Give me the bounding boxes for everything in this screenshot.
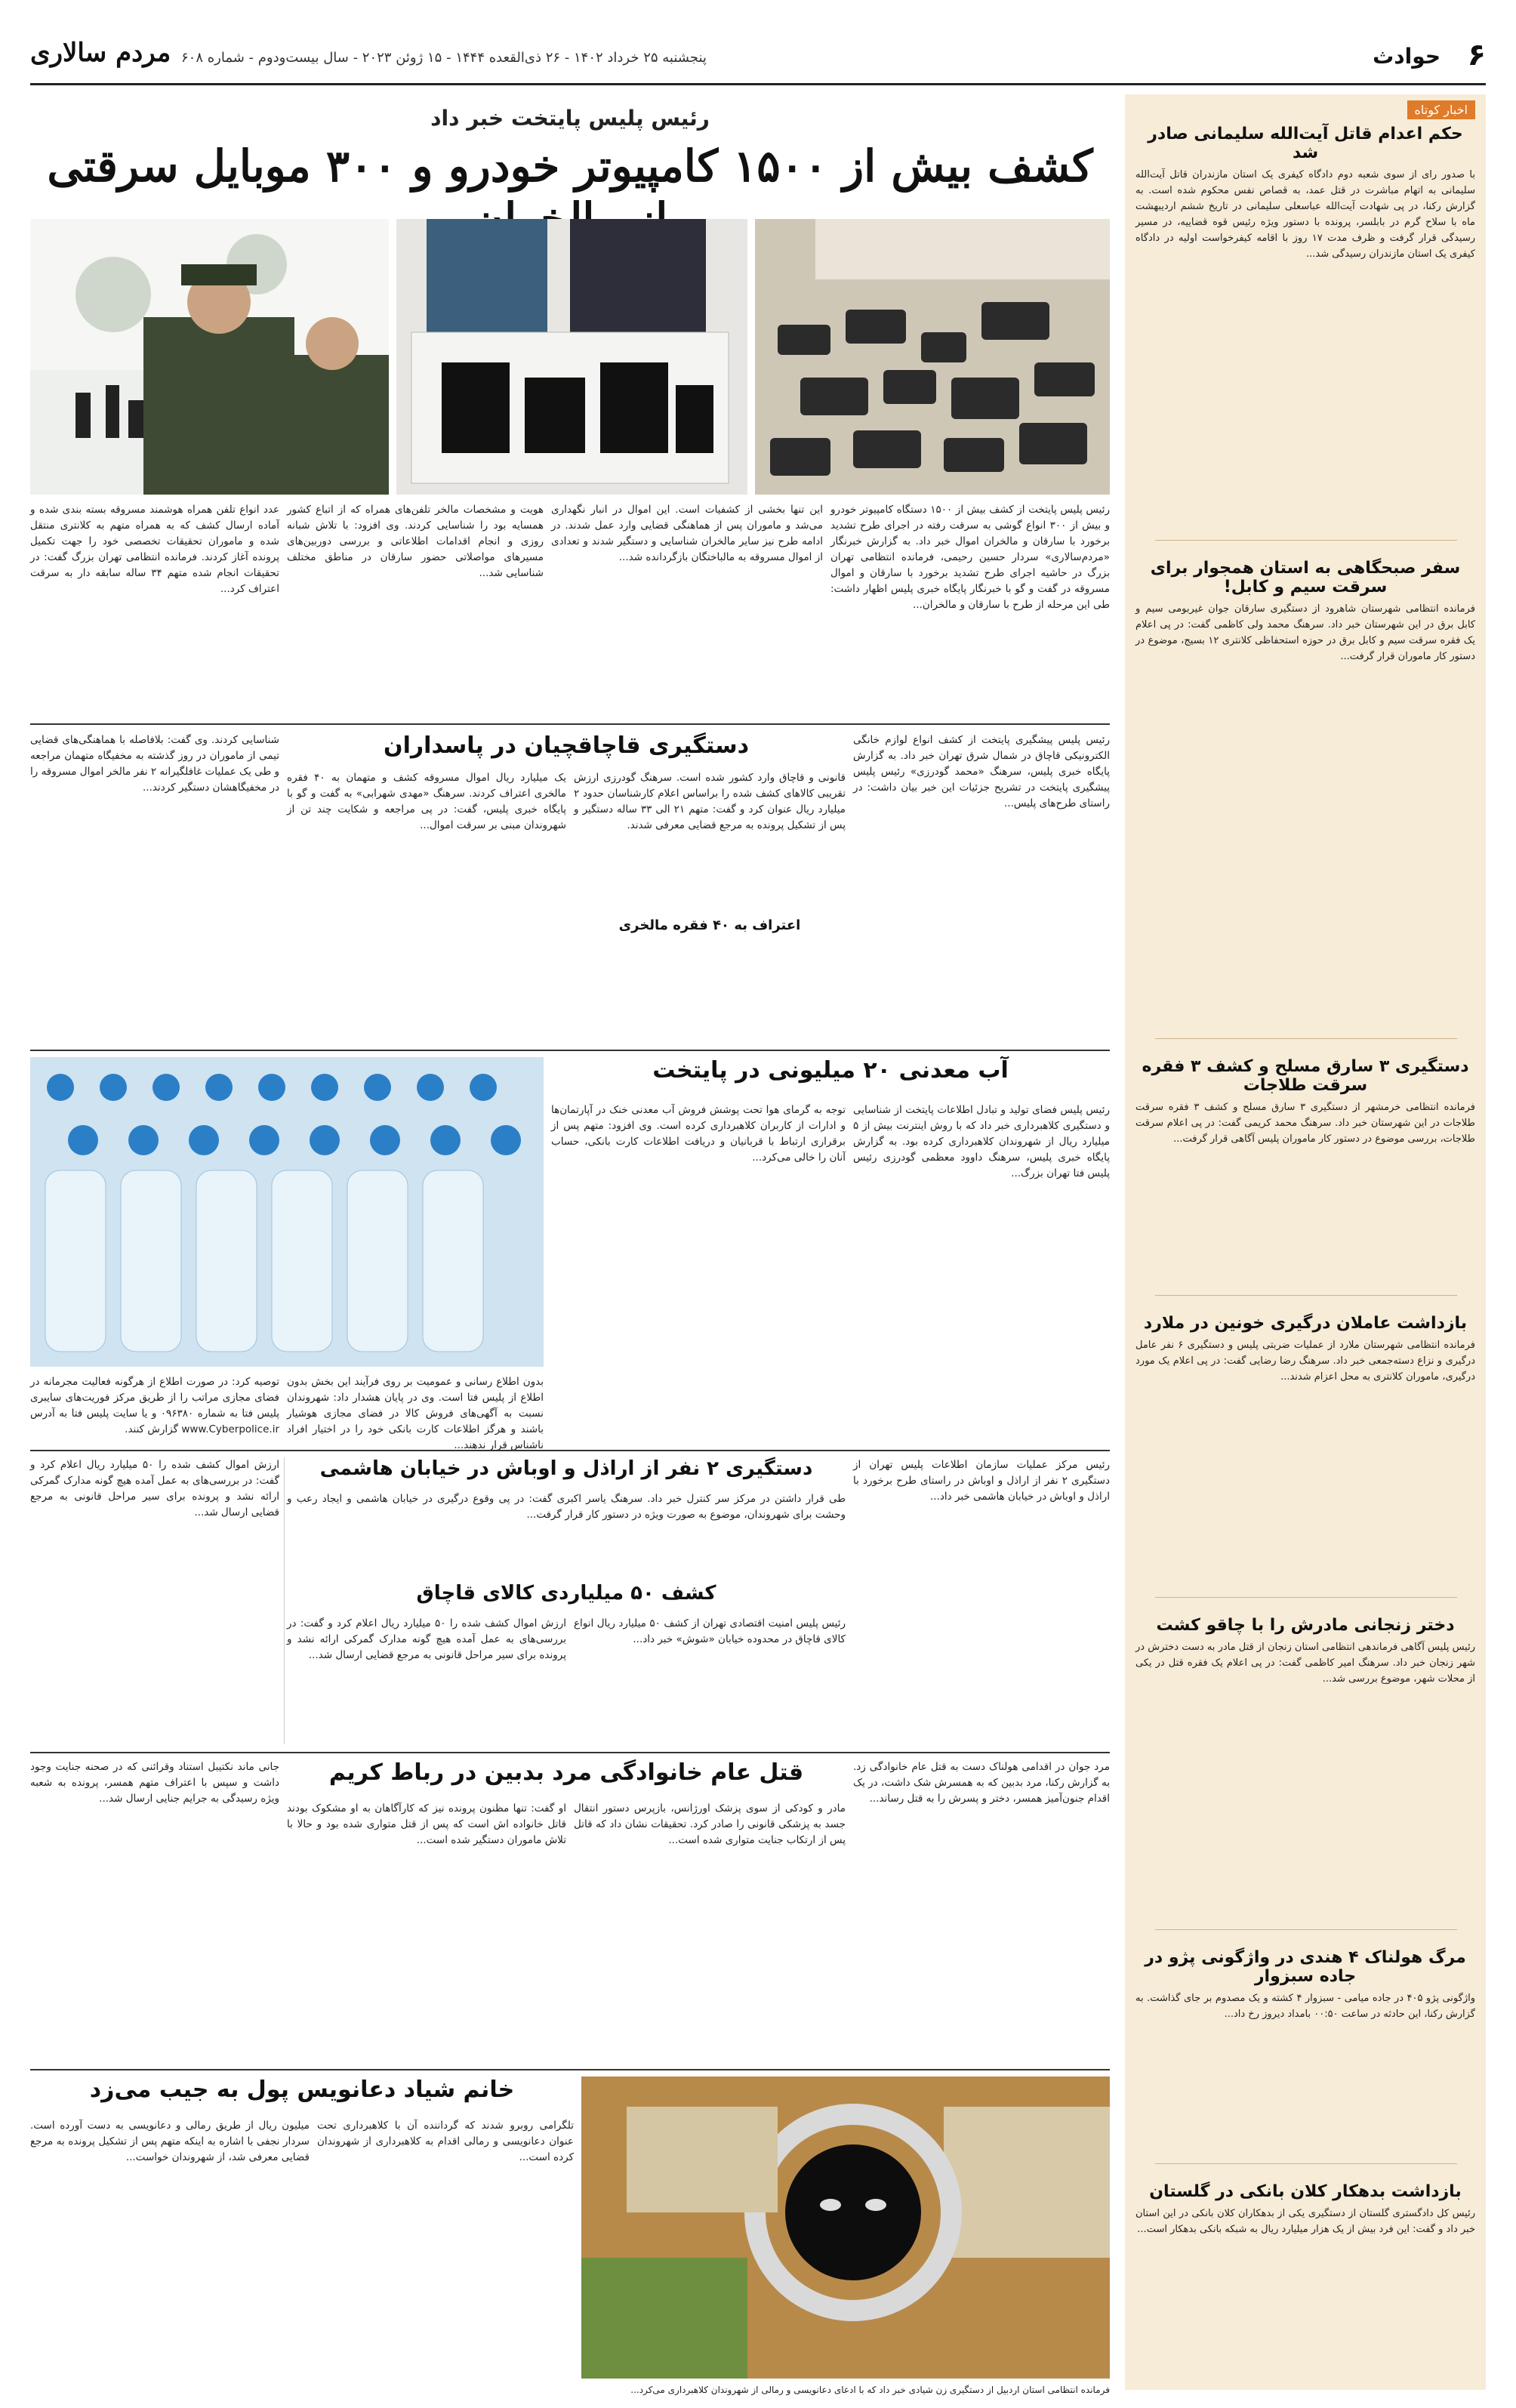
murder-headline: قتل عام خانوادگی مرد بدبین در رباط کریم [328,1759,804,1786]
water-body-col-1: رئیس پلیس فضای تولید و تبادل اطلاعات پایتخت از شناسایی و دستگیری کلاهبرداری خبر داد که با روش اینترنت بیش از ۵ میلیارد ریال از شهروندان کلاهبرداری کرده بود. به گزارش پایگاه خبری پلیس، سرهنگ داوود معظمی گودرزی رئیس پلیس فتا تهران بزرگ... [853,1104,1110,1179]
divider [1155,540,1457,541]
lead-body-col-4: عدد انواع تلفن همراه هوشمند مسروقه بسته بندی شده و آماده ارسال کشف که به همراه متهم به کلانتری منتقل شده و ماموران تحقیقات تخصصی خود را جهت تکمیل پرونده آغاز کردند. فرمانده انتظامی تهران بزرگ گفت: در تحقیقات انجام شده متهم ۳۴ ساله سابقه دار به سرقت اعتراف کرد... [30,504,279,595]
traffic-note: ارزش اموال کشف شده را ۵۰ میلیارد ریال اعلام کرد و گفت: در بررسی‌های به عمل آمده هیچ گونه مدارک گمرکی ارائه نشد و پرونده برای سیر مراحل قانونی به مرجع قضایی ارسال شد... [30,1457,285,1744]
hashemi-body-col-1: رئیس مرکز عملیات سازمان اطلاعات پلیس تهران از دستگیری ۲ نفر از اراذل و اوباش در راستای طرح برخورد با اراذل و اوباش در خیابان هاشمی خبر داد... [853,1459,1110,1503]
brief-body: فرمانده انتظامی خرمشهر از دستگیری ۳ سارق مسلح و کشف ۳ فقره سرقت طلاجات در این شهرستان خبر داد. سرهنگ محمد کریمی گفت: در پی اعلام سرقت طلاجات، بررسی موضوع در دستور کار ماموران پلیس آگاهی قرار گرفت... [1135,1102,1476,1145]
divider [30,1450,1110,1451]
sidebar-tag: اخبار کوتاه [1407,100,1475,119]
smugglers-headline: دستگیری قاچاقچیان در پاسداران [384,732,749,759]
water-body-col-2: توجه به گرمای هوا تحت پوشش فروش آب معدنی خنک در آپارتمان‌ها و ادارات از کاربران کلاهبرداری کرده است. وی افزود: متهم پس از برقراری ارتباط با قربانیان و دریافت اطلاعات کارت بانکی، حساب آنان را خالی می‌کرد... [551,1104,846,1164]
news-brief-sidebar [1125,94,1486,2390]
brief-body: فرمانده انتظامی شهرستان ملارد از عملیات ضربتی پلیس و دستگیری ۶ نفر عامل درگیری و نزاع دسته‌جمعی خبر داد. سرهنگ رضا رضایی گفت: در پی اعلام یک مورد درگیری، ماموران کلانتری به محل اعزام شدند... [1135,1340,1475,1383]
brief-title: دختر زنجانی مادرش را با چاقو کشت [1156,1616,1455,1635]
masthead [30,30,1486,85]
brief-body: رئیس کل دادگستری گلستان از دستگیری یکی از بدهکاران کلان بانکی در این استان خبر داد و گفت: این فرد بیش از یک هزار میلیارد ریال به شبکه بانکی بدهکار است... [1135,2208,1475,2235]
murder-body-col-2: مادر و کودکی از سوی پزشک اورژانس، بازپرس دستور انتقال جسد به پزشکی قانونی را صادر کرد. تحقیقات نشان داد که قاتل پس از ارتکاب جنایت متواری شده است... [574,1802,846,1846]
brief-title: دستگیری ۳ سارق مسلح و کشف ۳ فقره سرقت طلاجات [1142,1057,1469,1095]
brief-body: واژگونی پژو ۴۰۵ در جاده میامی - سبزوار ۴ کشته و یک مصدوم بر جای گذاشت. به گزارش رکنا، این حادثه در ساعت ۰۰:۵۰ بامداد دیروز رخ داد... [1135,1993,1475,2020]
sorcery-items-photo [581,2077,1110,2379]
divider [30,2069,1110,2070]
lead-body-col-1: رئیس پلیس پایتخت از کشف بیش از ۱۵۰۰ دستگاه کامپیوتر خودرو و بیش از ۳۰۰ انواع گوشی به سرقت رفته در اجرای طرح تشدید برخورد با سارقان و مالخران اموال خبر داد. به گزارش خبرنگار «مردم‌سالاری» سردار حسین رحیمی، فرمانده انتظامی تهران بزرگ در حاشیه اجرای طرح تشدید برخورد با سارقان و اموال مسروقه در گفت و گو با خبرنگار پایگاه خبری پلیس اظهار داشت: طی این مرحله از طرح با سارقان و مالخران... [830,504,1110,611]
smugglers-body-col-1: رئیس پلیس پیشگیری پایتخت از کشف انواع لوازم خانگی الکترونیکی قاچاق در شمال شرق تهران خبر داد. به گزارش پایگاه خبری پلیس، سرهنگ «محمد گودرزی» رئیس پلیس پیشگیری پایتخت در تشریح جزئیات این خبر بیان داشت: در راستای طرح‌های پلیس... [853,734,1110,809]
section-title: حوادث [1373,44,1441,69]
hashemi-headline: دستگیری ۲ نفر از اراذل و اوباش در خیابان هاشمی [319,1457,813,1480]
fuel-headline: کشف ۵۰ میلیاردی کالای قاچاق [416,1582,716,1605]
water-headline: آب معدنی ۲۰ میلیونی در پایتخت [652,1057,1009,1084]
sorcerer-body-col-2: تلگرامی روبرو شدند که گرداننده آن با کلاهبرداری تحت عنوان دعانویسی و رمالی اقدام به کلاهبرداری از شهروندان کرده است... [317,2120,574,2163]
divider [30,1752,1110,1753]
brief-body: با صدور رای از سوی شعبه دوم دادگاه کیفری یک استان مازندران قاتل آیت‌الله سلیمانی به اتهام مباشرت در قتل عمد، به قصاص نفس محکوم شده است. به گزارش رکنا، در پی شهادت آیت‌الله عباسعلی سلیمانی در تاریخ ششم اردیبهشت ماه با سلاح گرم در بابلسر، پرونده با دستور ویژه رئیس قوه قضاییه، در مسیر رسیدگی قرار گرفت و ظرف مدت ۱۷ روز با اقامه کیفرخواست اولیه در دادگاه کیفری یک استان مازندران رسیدگی شد... [1135,169,1476,260]
brief-item [1135,559,1475,664]
lead-kicker: رئیس پلیس پایتخت خبر داد [430,106,710,131]
murder-body-col-4: جانی ماند نکتیبل استناد وقرائنی که در صحنه جنایت وجود داشت و سپس با اعتراف متهم همسر، پرونده به شعبه ویژه رسیدگی به جرایم جنایی ارسال شد... [30,1761,279,1805]
sorcerer-body-col-1: فرمانده انتظامی استان اردبیل از دستگیری زن شیادی خبر داد که با ادعای دعانویسی و رمالی از شهروندان کلاهبرداری می‌کرد... [630,2385,1110,2395]
brief-item [1135,125,1475,262]
seized-phones-photo [396,219,747,495]
brief-item [1135,2182,1475,2237]
divider [1155,1038,1457,1039]
brief-title: حکم اعدام قاتل آیت‌الله سلیمانی صادر شد [1148,125,1463,162]
murder-body-col-1: مرد جوان در اقدامی هولناک دست به قتل عام خانوادگی زد. به گزارش رکنا، مرد بدبین که به همسرش شک داشت، در یک اقدام جنون‌آمیز همسر، دختر و پسرش را به قتل رساند... [853,1761,1110,1805]
brief-item [1135,1314,1475,1385]
brief-item [1135,1057,1475,1147]
brief-body: رئیس پلیس آگاهی فرماندهی انتظامی استان زنجان از قتل مادر به دست دخترش در شهر زنجان خبر داد. سرهنگ امیر کاظمی گفت: در پی اعلام یک فقره قتل در یکی از محلات شهر، موضوع بررسی شد... [1135,1642,1475,1685]
divider [1155,1929,1457,1930]
lead-body-col-2: این تنها بخشی از کشفیات است. این اموال در انبار نگهداری می‌شد و ماموران پس از هماهنگی قضایی وارد عمل شدند. در ادامه طرح نیز سایر مالخران شناسایی و دستگیر شدند و تعدادی از اموال مسروقه به مالباختگان بازگردانده شد... [551,504,823,563]
fuel-body-col-2: ارزش اموال کشف شده را ۵۰ میلیارد ریال اعلام کرد و گفت: در بررسی‌های به عمل آمده هیچ گونه مدارک گمرکی ارائه نشد و پرونده برای سیر مراحل قانونی به مرجع قضایی ارسال شد... [287,1617,566,1661]
water-caption: توصیه کرد: در صورت اطلاع از هرگونه فعالیت مجرمانه در فضای مجازی مراتب را از طریق مرکز فوریت‌های سایبری پلیس فتا به شماره ۰۹۶۳۸۰ و یا سایت پلیس فتا به آدرس www.Cyberpolice.ir گزارش کنند. [30,1376,279,1435]
police-press-conference-photo [30,219,389,495]
brief-title: بازداشت بدهکار کلان بانکی در گلستان [1149,2182,1462,2201]
water-body-col-3: بدون اطلاع رسانی و عمومیت بر روی فرآیند این بخش بدون اطلاع از پلیس فتا است. وی در پایان هشدار داد: شهروندان نسبت به آگهی‌های فروش کالا در فضای مجازی هوشیار باشند و هرگز اطلاعات کارت بانکی خود را در اختیار افراد ناشناس قرار ندهند... [287,1376,544,1451]
divider [1155,1597,1457,1598]
smugglers-body-col-3: یک میلیارد ریال اموال مسروقه کشف و متهمان به ۴۰ فقره مالخری اعتراف کردند. سرهنگ «مهدی شهرابی» به گفت و گو با پایگاه خبری پلیس، گفت: در پی مراجعه و شکایت چند تن از شهروندان مبنی بر سرقت اموال... [287,772,566,831]
lead-body-col-3: هویت و مشخصات مالخر تلفن‌های همراه که از اتباع کشور همسایه بود را شناسایی کردند. وی افزود: با تلاش شبانه روزی و انجام اقدامات اطلاعاتی و بررسی دوربین‌های مسیرهای مواصلاتی حضور سارقان در مناطق مختلف شناسایی شد... [287,504,544,579]
brief-item [1135,1948,1475,2022]
seized-car-computers-photo [755,219,1110,495]
brief-title: سفر صبحگاهی به استان همجوار برای سرقت سیم و کابل! [1150,559,1461,597]
murder-body-col-3: او گفت: تنها مظنون پرونده نیز که کارآگاهان به او مشکوک بودند قاتل خانواده اش است که پس از قتل متواری شده بود و حالا با تلاش ماموران دستگیر شده است... [287,1802,566,1846]
brief-title: مرگ هولناک ۴ هندی در واژگونی پژو در جاده سبزوار [1145,1948,1466,1986]
brief-body: فرمانده انتظامی شهرستان شاهرود از دستگیری سارقان جوان غیربومی سیم و کابل برق در این شهرستان خبر داد. سرهنگ محمد ولی کاظمی گفت: در پی اعلام یک فقره سرقت سیم و کابل برق در حوزه استحفاظی کلانتری ۱۲ بسیج، موضوع در دستور کار ماموران قرار گرفت... [1135,603,1475,662]
divider [30,1050,1110,1051]
dateline: پنجشنبه ۲۵ خرداد ۱۴۰۲ - ۲۶ ذی‌القعده ۱۴۴۴ - ۱۵ ژوئن ۲۰۲۳ - سال بیست‌ودوم - شماره ۶۰۸ [181,50,707,66]
smugglers-body-col-2: قانونی و قاچاق وارد کشور شده است. سرهنگ گودرزی ارزش تقریبی کالاهای کشف شده را براساس اعلام کارشناسان حدود ۲ میلیارد ریال عنوان کرد و گفت: متهم ۲۱ الی ۳۳ ساله دستگیر و پس از تشکیل پرونده به مرجع قضایی معرفی شدند. [574,772,846,831]
brief-title: بازداشت عاملان درگیری خونین در ملارد [1143,1314,1468,1333]
lead-headline: کشف بیش از ۱۵۰۰ کامپیوتر خودرو و ۳۰۰ موبایل سرقتی [47,140,1093,192]
fuel-body-col-1: رئیس پلیس امنیت اقتصادی تهران از کشف ۵۰ میلیارد ریال انواع کالای قاچاق در محدوده خیابان «شوش» خبر داد... [574,1617,846,1645]
sorcerer-body-col-3: میلیون ریال از طریق رمالی و دعانویسی به دست آورده است. سردار نجفی با اشاره به اینکه متهم پس از تشکیل پرونده به مرجع قضایی معرفی شد، از شهروندان خواست... [30,2120,310,2163]
hashemi-body-col-2: طی قرار داشتن در مرکز سر کنترل خبر داد. سرهنگ یاسر اکبری گفت: در پی وقوع درگیری در خیابان هاشمی و ایجاد رعب و وحشت برای شهروندان، موضوع به صورت ویژه در دستور کار قرار گرفت... [287,1493,846,1521]
divider [1155,1295,1457,1296]
water-bottles-photo [30,1057,544,1367]
paper-name: مردم سالاری [30,38,171,68]
smugglers-body-col-4: شناسایی کردند. وی گفت: بلافاصله با هماهنگی‌های قضایی تیمی از ماموران در روز گذشته به مخفیگاه متهمان مراجعه و طی یک عملیات غافلگیرانه ۲ نفر مالخر اموال مسروقه را در مخفیگاهشان دستگیر کردند... [30,734,279,794]
divider [1155,2163,1457,2164]
smugglers-subheading: اعتراف به ۴۰ فقره مالخری [618,917,801,933]
divider [30,723,1110,725]
page-number: ۶ [1467,38,1486,72]
brief-item [1135,1616,1475,1687]
sorcerer-headline: خانم شیاد دعانویس پول به جیب می‌زد [89,2077,515,2103]
